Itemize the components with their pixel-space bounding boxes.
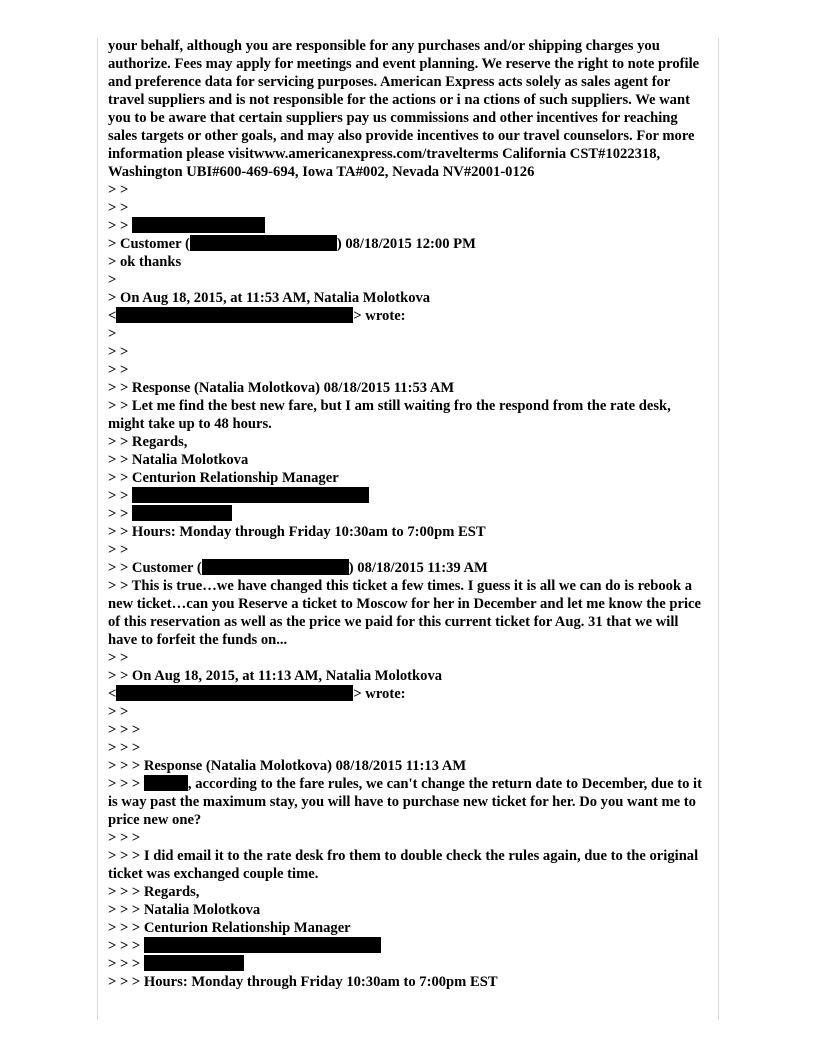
quote-line: > > > [108, 740, 141, 756]
quote-line: > > > [108, 937, 710, 955]
on-wrote-email: < > wrote: [108, 308, 406, 324]
signature-hours: > > Hours: Monday through Friday 10:30am to 7:00pm EST [108, 524, 486, 540]
customer-message: > ok thanks [108, 254, 182, 270]
redaction-box [202, 559, 349, 575]
quote-line: > [108, 326, 117, 342]
response-message: > > > I did email it to the rate desk fro them to double check the rules again, due to the original ticket was exchanged couple time. [108, 848, 699, 882]
signature-title: > > > Centurion Relationship Manager [108, 920, 351, 936]
quote-line: > > [108, 200, 129, 216]
redaction-box [132, 487, 369, 503]
quote-line: > > [108, 217, 710, 235]
signature-hours: > > > Hours: Monday through Friday 10:30am to 7:00pm EST [108, 974, 498, 990]
redaction-box [144, 955, 244, 971]
right-margin-rule [718, 38, 719, 1020]
customer-header: > Customer ( ) 08/18/2015 12:00 PM [108, 236, 476, 252]
quote-line: > > [108, 182, 129, 198]
on-wrote-email: < > wrote: [108, 686, 406, 702]
signature-regards: > > Regards, [108, 434, 188, 450]
left-margin-rule [97, 38, 98, 1020]
disclaimer-text: your behalf, although you are responsible for any purchases and/or shipping charges you authorize. Fees may apply for meetings and event planning. We reserve the right to note profile and preference data for servicing purposes. American Express acts solely as sales agent for travel suppliers and is not responsible for the actions or i na ctions of such suppliers. We want you to be aware that certain suppliers pay us commissions and other incentives for reaching sales targets or other goals, and may also provide incentives to our travel counselors. For more information please visitwww.americanexpress.com/travelterms California CST#1022318, Washington UBI#600-469-694, Iowa TA#002, Nevada NV#2001-0126 [108, 38, 700, 180]
on-wrote-header: > > On Aug 18, 2015, at 11:13 AM, Natalia Molotkova [108, 668, 443, 684]
signature-name: > > > Natalia Molotkova [108, 902, 261, 918]
response-message: > > > , according to the fare rules, we can't change the return date to December, due to it is way past the maximum stay, you will have to purchase new ticket for her. Do you want me to price new one? [108, 776, 702, 828]
response-header: > > Response (Natalia Molotkova) 08/18/2015 11:53 AM [108, 380, 455, 396]
response-message: > > Let me find the best new fare, but I am still waiting fro the respond from the rate desk, might take up to 48 hours. [108, 398, 671, 432]
signature-name: > > Natalia Molotkova [108, 452, 249, 468]
quote-line: > > [108, 344, 129, 360]
quote-line: > > [108, 505, 710, 523]
quote-line: > > [108, 650, 129, 666]
quote-line: > [108, 272, 117, 288]
quote-line: > > [108, 704, 129, 720]
redaction-box [190, 235, 337, 251]
quote-line: > > > [108, 722, 141, 738]
redaction-box [132, 217, 265, 233]
email-thread [108, 37, 710, 991]
response-header: > > > Response (Natalia Molotkova) 08/18/2015 11:13 AM [108, 758, 467, 774]
quote-line: > > > [108, 830, 141, 846]
on-wrote-header: > On Aug 18, 2015, at 11:53 AM, Natalia Molotkova [108, 290, 431, 306]
redaction-box [144, 775, 188, 791]
quote-line: > > [108, 487, 710, 505]
customer-message: > > This is true…we have changed this ticket a few times. I guess it is all we can do is rebook a new ticket…can you Reserve a ticket to Moscow for her in December and let me know the price of this reservation as well as the price we paid for this current ticket for Aug. 31 that we will have to forfeit the funds on... [108, 578, 701, 648]
quote-line: > > [108, 362, 129, 378]
redaction-box [144, 937, 381, 953]
signature-regards: > > > Regards, [108, 884, 200, 900]
redaction-box [116, 685, 353, 701]
quote-line: > > > [108, 955, 710, 973]
redaction-box [132, 505, 232, 521]
signature-title: > > Centurion Relationship Manager [108, 470, 339, 486]
customer-header: > > Customer ( ) 08/18/2015 11:39 AM [108, 560, 488, 576]
redaction-box [116, 307, 353, 323]
quote-line: > > [108, 542, 129, 558]
